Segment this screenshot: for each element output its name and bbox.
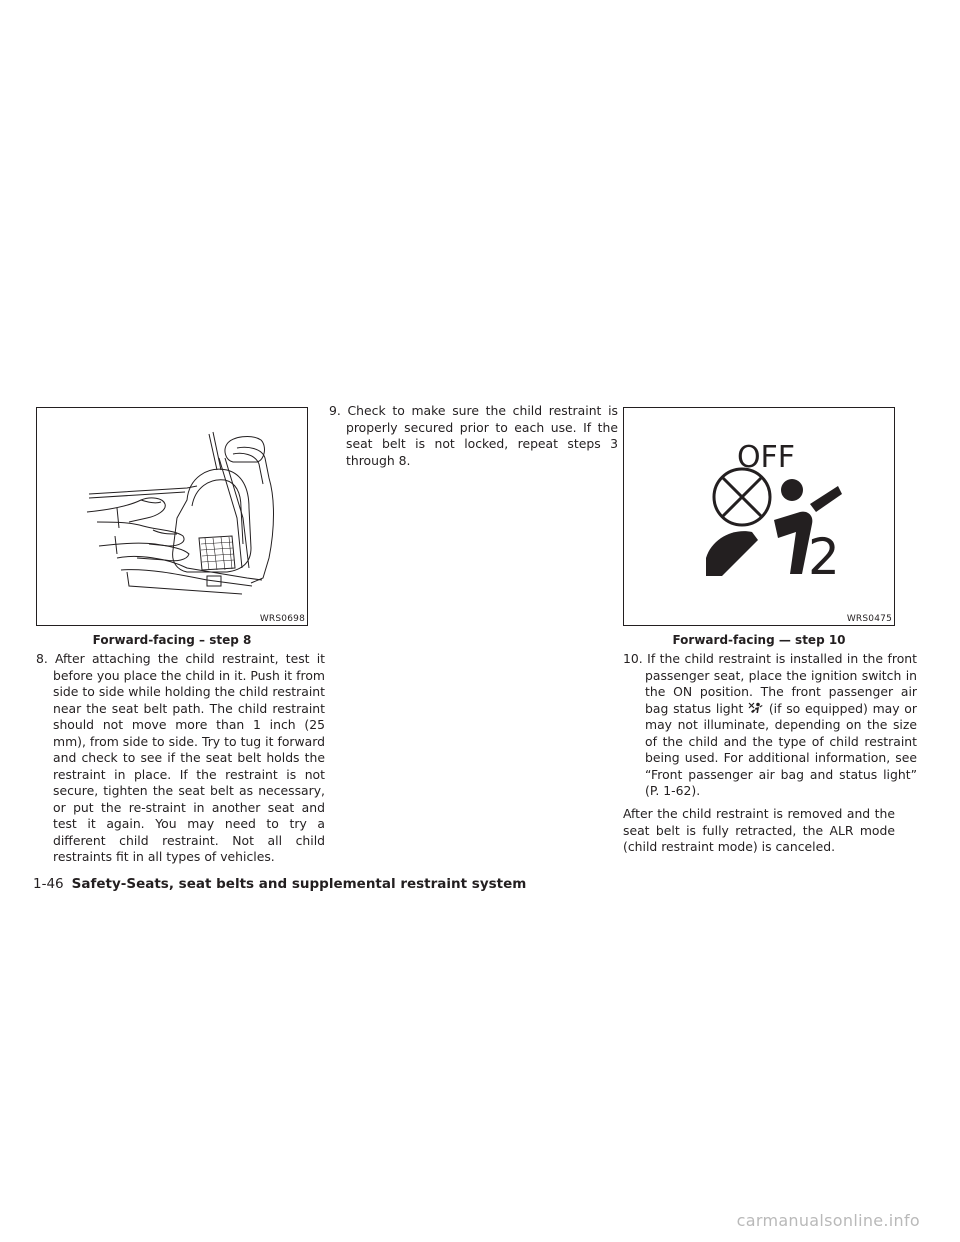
off-label: OFF [736,440,796,475]
step-10-text-end: (if so equipped) may or may not illuminate, depending on the size of the child and the type of child restraint being used. For additional information, see “Front passenger air bag and status light” (P. 1-62). [645,700,917,798]
closing-paragraph: After the child restraint is removed and the seat belt is fully retracted, the ALR mode (child restraint mode) is canceled. [623,806,895,854]
seat-number: 2 [808,528,840,586]
figure-airbag-off-step10 [623,407,895,626]
caption-step10: Forward-facing — step 10 [672,633,846,647]
section-title: Safety-Seats, seat belts and supplemental restraint system [71,876,527,892]
caption-step8: Forward-facing – step 8 [92,633,252,647]
step-10-text-start: 10. If the child restraint is installed in the front passenger seat, place the ignition switch in the ON position. The front passenger air bag status light [623,651,917,716]
figure-code-left: WRS0698 [259,614,305,624]
watermark: carmanualsonline.info [736,1211,920,1230]
step-8-text: 8. After attaching the child restraint, test it before you place the child in it. Push it from side to side while holding the child restraint near the seat belt path. The child restraint should not move more than 1 inch (25 mm), from side to side. Try to tug it forward and check to see if the seat belt holds the restraint in place. If the restraint is not secure, tighten the seat belt as necessary, or put the re-straint in another seat and test it again. You may need to try a different child restraint. Not all child restraints fit in all types of vehicles. [36,651,325,864]
passenger-airbag-off-icon [624,408,894,625]
child-seat-illustration [37,408,307,625]
page-footer [33,876,526,892]
page-number: 1-46 [33,876,64,892]
figure-code-right: WRS0475 [846,614,892,624]
figure-child-restraint-step8 [36,407,308,626]
passenger-airbag-status-icon [748,702,764,714]
step-10-text [623,651,917,800]
step-9-text: 9. Check to make sure the child restraint is properly secured prior to each use. If the seat belt is not locked, repeat steps 3 through 8. [329,403,618,468]
